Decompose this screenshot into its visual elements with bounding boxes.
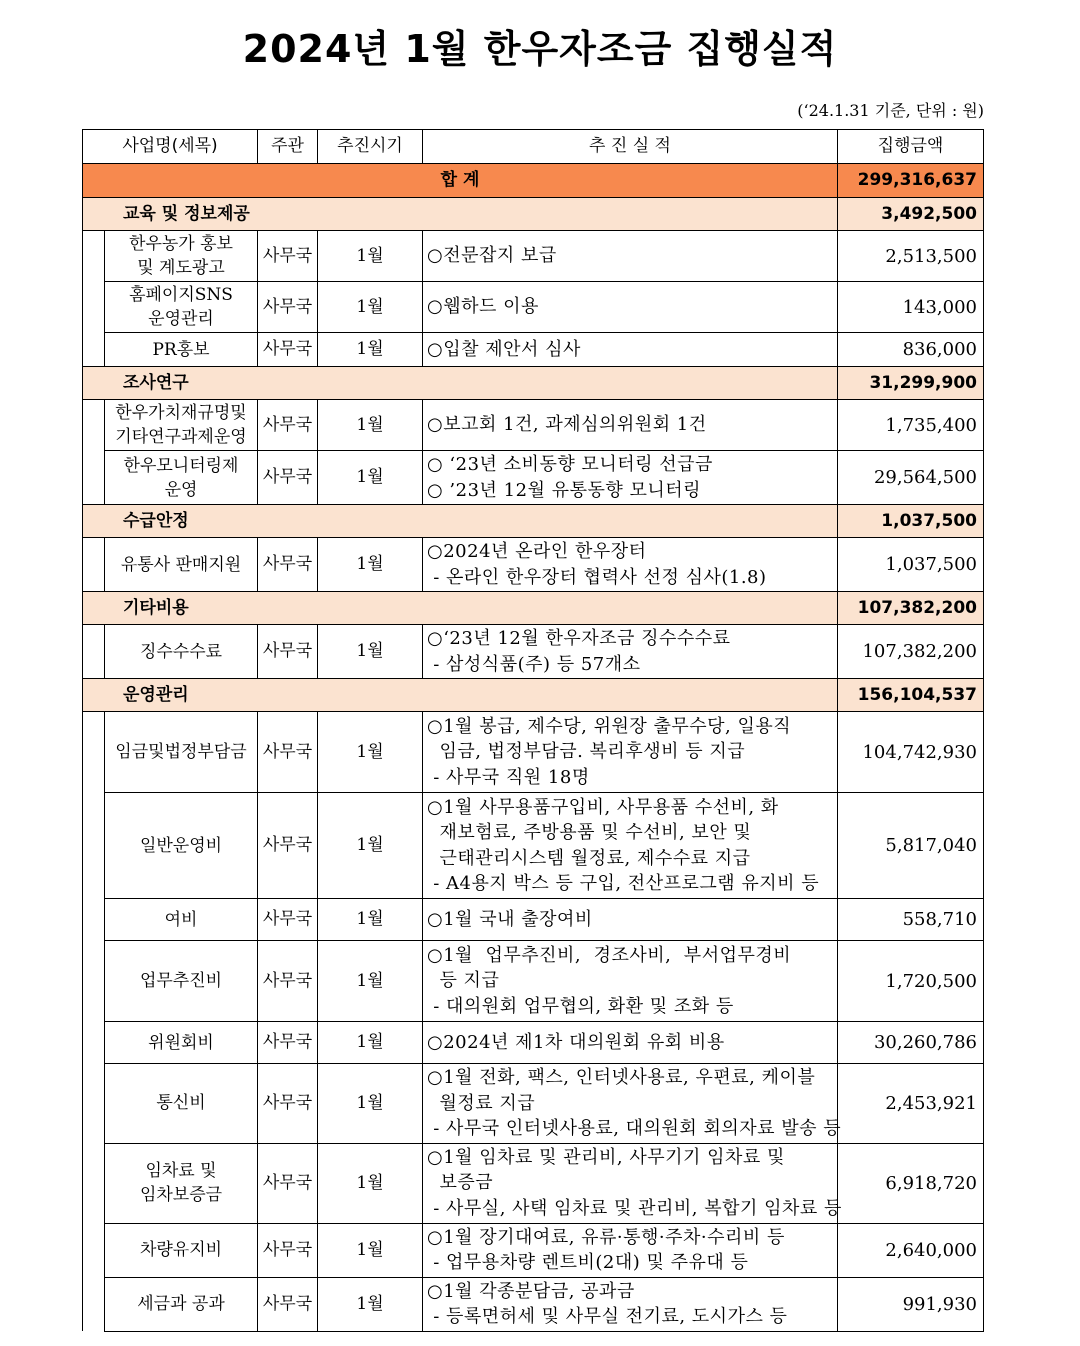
detail-line: ○ ‘23년 소비동향 모니터링 선급금 [427, 454, 713, 475]
item-name [105, 400, 258, 451]
org-cell: 사무국 [258, 1223, 318, 1277]
table-row [83, 400, 984, 451]
header-amount: 집행금액 [838, 130, 984, 164]
org-cell: 사무국 [258, 538, 318, 592]
detail-line: ○전문잡지 보급 [427, 245, 557, 267]
amount-cell: 991,930 [838, 1277, 984, 1331]
detail-cell [423, 333, 838, 367]
org-cell: 사무국 [258, 712, 318, 793]
detail-cell [423, 1143, 842, 1223]
unit-basis-note: (‘24.1.31 기준, 단위 : 원) [797, 101, 984, 120]
category-row [83, 367, 984, 400]
item-name-line: 기타연구과제운영 [115, 427, 247, 447]
detail-line: ○보고회 1건, 과제심의위원회 1건 [427, 414, 707, 436]
detail-line: 임금, 법정부담금. 복리후생비 등 지급 [427, 741, 746, 763]
item-name-line: 위원회비 [148, 1032, 214, 1053]
detail-cell [423, 1223, 838, 1277]
amount-cell: 2,640,000 [838, 1223, 984, 1277]
total-label: 합 계 [83, 164, 838, 198]
period-cell: 1월 [318, 1223, 423, 1277]
item-name [105, 712, 258, 793]
indent-cell [83, 625, 105, 679]
detail-line: ○2024년 제1차 대의원회 유회 비용 [427, 1031, 725, 1053]
detail-line: - 삼성식품(주) 등 57개소 [427, 653, 641, 675]
amount-cell: 1,720,500 [838, 941, 984, 1022]
item-name [105, 1064, 258, 1144]
detail-line: - A4용지 박스 등 구입, 전산프로그램 유지비 등 [427, 873, 820, 894]
detail-line: ○웹하드 이용 [427, 296, 539, 318]
table-row [83, 941, 984, 1022]
detail-line: - 대의원회 업무협의, 화환 및 조화 등 [427, 995, 734, 1017]
amount-cell: 143,000 [838, 282, 984, 333]
header-item: 사업명(세목) [83, 130, 258, 164]
detail-line: ○2024년 온라인 한우장터 [427, 541, 647, 562]
detail-line: ○1월 사무용품구입비, 사무용품 수선비, 화 [427, 796, 779, 818]
category-name: 기타비용 [83, 592, 838, 625]
table-row [83, 625, 984, 679]
detail-line: 월정료 지급 [427, 1092, 536, 1114]
category-row [83, 198, 984, 231]
detail-cell [423, 793, 838, 899]
item-name [105, 231, 258, 282]
item-name-line: 여비 [164, 909, 198, 930]
period-cell: 1월 [318, 282, 423, 333]
table-row [83, 899, 984, 941]
item-name [105, 333, 258, 367]
item-name-line: 임금및법정부담금 [115, 742, 247, 762]
indent-cell [83, 231, 105, 367]
amount-cell: 107,382,200 [838, 625, 984, 679]
period-cell: 1월 [318, 793, 423, 899]
item-name-line: 업무추진비 [139, 971, 223, 991]
org-cell: 사무국 [258, 333, 318, 367]
period-cell: 1월 [318, 400, 423, 451]
detail-line: ○1월 각종분담금, 공과금 [427, 1280, 635, 1302]
detail-line: 근태관리시스템 월정료, 제수수료 지급 [427, 847, 751, 869]
detail-line: - 사무국 직원 18명 [427, 766, 590, 788]
category-amount: 107,382,200 [838, 592, 984, 625]
detail-line: - 등록면허세 및 사무실 전기료, 도시가스 등 [427, 1306, 788, 1327]
category-row [83, 505, 984, 538]
category-name: 수급안정 [83, 505, 838, 538]
item-name [105, 282, 258, 333]
item-name-line: 유통사 판매지원 [120, 554, 242, 575]
table-row [83, 1143, 984, 1223]
item-name [105, 1277, 258, 1331]
page-title: 2024년 1월 한우자조금 집행실적 [242, 27, 838, 71]
item-name-line: PR홍보 [152, 339, 210, 360]
category-name: 조사연구 [83, 367, 838, 400]
category-row [83, 679, 984, 712]
category-name: 교육 및 정보제공 [83, 198, 838, 231]
total-row [83, 164, 984, 198]
period-cell: 1월 [318, 538, 423, 592]
detail-cell [423, 400, 838, 451]
org-cell: 사무국 [258, 400, 318, 451]
amount-cell: 2,453,921 [838, 1064, 984, 1144]
amount-cell: 29,564,500 [838, 451, 984, 505]
period-cell: 1월 [318, 333, 423, 367]
table-row [83, 1022, 984, 1064]
header-period: 추진시기 [318, 130, 423, 164]
item-name-line: 홈페이지SNS [129, 285, 233, 305]
item-name [105, 1223, 258, 1277]
item-name-line: 운영 [164, 479, 198, 500]
org-cell: 사무국 [258, 793, 318, 899]
detail-cell [423, 1022, 838, 1064]
table-row [83, 793, 984, 899]
period-cell: 1월 [318, 231, 423, 282]
table-row [83, 333, 984, 367]
detail-line: ○1월 봉급, 제수당, 위원장 출무수당, 일용직 [427, 715, 792, 737]
detail-line: ○1월 전화, 팩스, 인터넷사용료, 우편료, 케이블 [427, 1067, 816, 1088]
amount-cell: 6,918,720 [838, 1143, 984, 1223]
amount-cell: 104,742,930 [838, 712, 984, 793]
item-name [105, 1022, 258, 1064]
org-cell: 사무국 [258, 1277, 318, 1331]
item-name-line: 일반운영비 [139, 835, 223, 856]
org-cell: 사무국 [258, 1143, 318, 1223]
detail-cell [423, 451, 838, 505]
table-row [83, 282, 984, 333]
category-amount: 31,299,900 [838, 367, 984, 400]
org-cell: 사무국 [258, 625, 318, 679]
detail-cell [423, 231, 838, 282]
item-name [105, 625, 258, 679]
org-cell: 사무국 [258, 282, 318, 333]
detail-line: ○입찰 제안서 심사 [427, 338, 581, 360]
table-row [83, 712, 984, 793]
org-cell: 사무국 [258, 451, 318, 505]
item-name-line: 임차보증금 [139, 1185, 223, 1205]
indent-cell [83, 538, 105, 592]
category-amount: 156,104,537 [838, 679, 984, 712]
detail-line: ○‘23년 12월 한우자조금 징수수수료 [427, 628, 731, 649]
item-name-line: 한우농가 홍보 [129, 234, 233, 254]
period-cell: 1월 [318, 1277, 423, 1331]
detail-line: ○1월 국내 출장여비 [427, 908, 593, 930]
detail-cell [423, 625, 838, 679]
category-amount: 1,037,500 [838, 505, 984, 538]
item-name-line: 및 계도광고 [137, 258, 225, 278]
period-cell: 1월 [318, 625, 423, 679]
item-name [105, 899, 258, 941]
org-cell: 사무국 [258, 231, 318, 282]
item-name-line: 징수수수료 [139, 641, 223, 662]
period-cell: 1월 [318, 899, 423, 941]
item-name [105, 793, 258, 899]
table-row [83, 538, 984, 592]
detail-line: 보증금 [427, 1172, 494, 1194]
detail-line: - 사무실, 사택 임차료 및 관리비, 복합기 임차료 등 [427, 1197, 842, 1219]
amount-cell: 836,000 [838, 333, 984, 367]
header-detail: 추 진 실 적 [423, 130, 838, 164]
execution-table [82, 129, 984, 1332]
header-row [83, 130, 984, 164]
item-name [105, 1143, 258, 1223]
amount-cell: 5,817,040 [838, 793, 984, 899]
amount-cell: 558,710 [838, 899, 984, 941]
period-cell: 1월 [318, 1064, 423, 1144]
category-amount: 3,492,500 [838, 198, 984, 231]
item-name [105, 451, 258, 505]
org-cell: 사무국 [258, 899, 318, 941]
item-name-line: 세금과 공과 [137, 1294, 225, 1314]
indent-cell [83, 400, 105, 505]
detail-line: 등 지급 [427, 970, 500, 992]
period-cell: 1월 [318, 941, 423, 1022]
item-name-line: 통신비 [156, 1093, 206, 1114]
detail-line: - 업무용차량 렌트비(2대) 및 주유대 등 [427, 1252, 749, 1273]
org-cell: 사무국 [258, 1064, 318, 1144]
detail-line: ○ ’23년 12월 유통동향 모니터링 [427, 479, 702, 501]
header-org: 주관 [258, 130, 318, 164]
item-name [105, 941, 258, 1022]
detail-cell [423, 712, 838, 793]
detail-line: 재보험료, 주방용품 및 수선비, 보안 및 [427, 822, 752, 843]
org-cell: 사무국 [258, 1022, 318, 1064]
item-name-line: 한우모니터링제 [123, 455, 239, 476]
table-row [83, 1277, 984, 1331]
amount-cell: 1,037,500 [838, 538, 984, 592]
category-name: 운영관리 [83, 679, 838, 712]
org-cell: 사무국 [258, 941, 318, 1022]
detail-cell [423, 1064, 842, 1144]
table-row [83, 1223, 984, 1277]
period-cell: 1월 [318, 451, 423, 505]
amount-cell: 2,513,500 [838, 231, 984, 282]
table-row [83, 451, 984, 505]
period-cell: 1월 [318, 1143, 423, 1223]
table-row [83, 1064, 984, 1144]
detail-line: - 사무국 인터넷사용료, 대의원회 회의자료 발송 등 [427, 1118, 842, 1139]
detail-line: - 온라인 한우장터 협력사 선정 심사(1.8) [427, 566, 767, 588]
category-row [83, 592, 984, 625]
detail-line: ○1월 임차료 및 관리비, 사무기기 임차료 및 [427, 1146, 785, 1168]
indent-cell [83, 712, 105, 1332]
item-name-line: 한우가치재규명및 [115, 403, 247, 423]
item-name-line: 차량유지비 [139, 1240, 223, 1260]
detail-cell [423, 538, 838, 592]
detail-line: ○1월 장기대여료, 유류·통행·주차·수리비 등 [427, 1226, 785, 1248]
amount-cell: 30,260,786 [838, 1022, 984, 1064]
detail-cell [423, 941, 838, 1022]
detail-line: ○1월 업무추진비, 경조사비, 부서업무경비 [427, 944, 792, 966]
detail-cell [423, 899, 838, 941]
detail-cell [423, 1277, 838, 1331]
detail-cell [423, 282, 838, 333]
period-cell: 1월 [318, 712, 423, 793]
table-row [83, 231, 984, 282]
total-amount: 299,316,637 [838, 164, 984, 198]
amount-cell: 1,735,400 [838, 400, 984, 451]
item-name-line: 운영관리 [148, 309, 214, 329]
item-name [105, 538, 258, 592]
period-cell: 1월 [318, 1022, 423, 1064]
item-name-line: 임차료 및 [145, 1161, 217, 1181]
